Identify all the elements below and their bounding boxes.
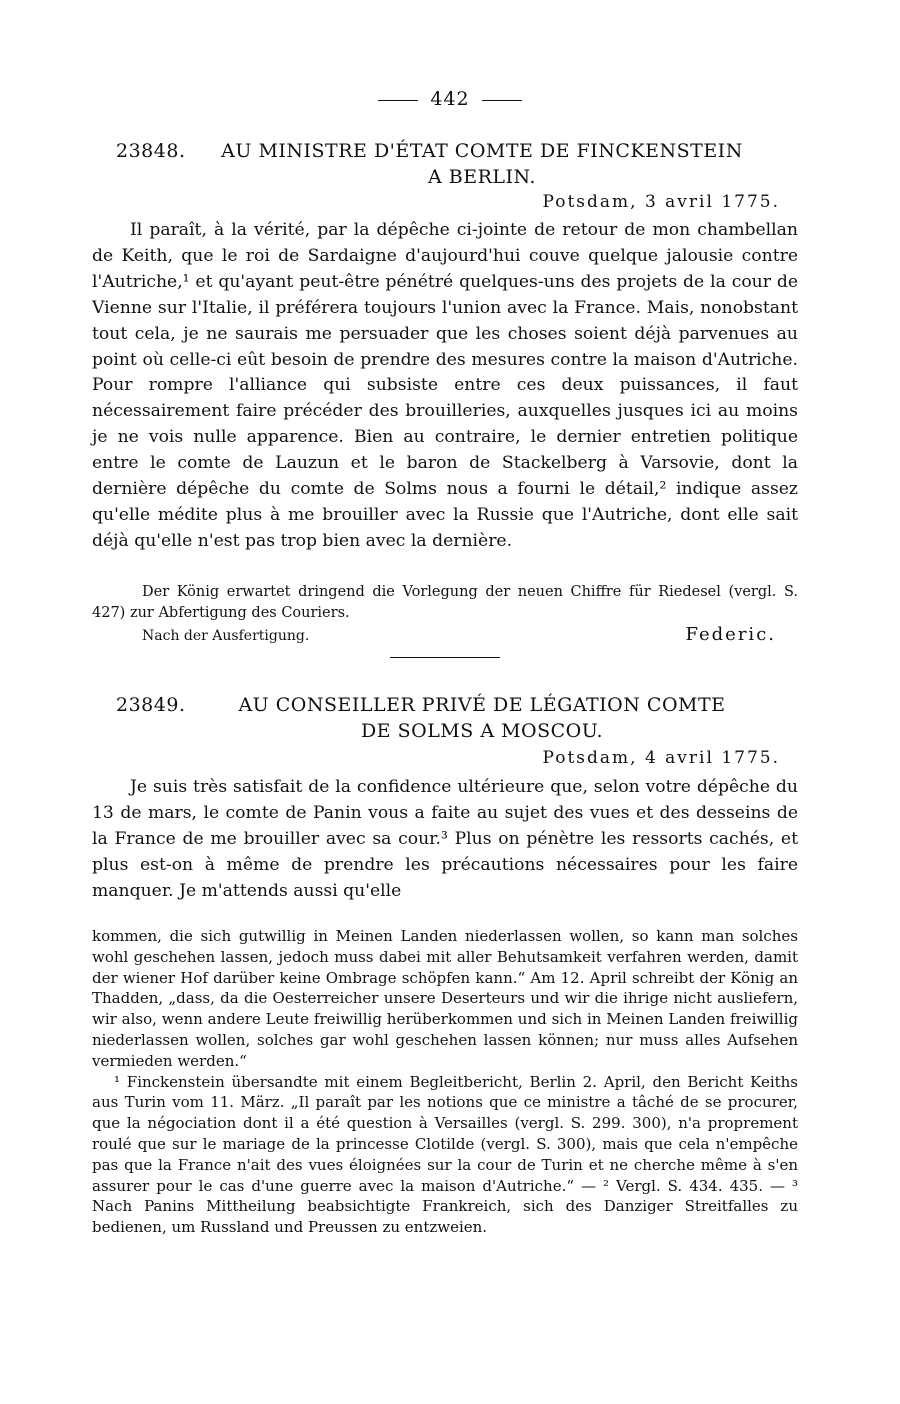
- letter-heading: [90, 692, 810, 744]
- letter-number: 23848.: [116, 140, 186, 162]
- section-separator: [390, 657, 500, 658]
- letter-title: AU MINISTRE D'ÉTAT COMTE DE FINCKENSTEIN: [221, 140, 743, 162]
- letter-body: [92, 775, 798, 905]
- editorial-note-text: Der König erwartet dringend die Vorlegung der neuen Chiffre für Riedesel (vergl. S. 427) zur Abfertigung des Couriers.: [92, 584, 798, 621]
- letter-title: AU CONSEILLER PRIVÉ DE LÉGATION COMTE: [238, 694, 726, 716]
- letter-body: [92, 218, 798, 555]
- letter-paragraph: Il paraît, à la vérité, par la dépêche ci-jointe de retour de mon chambellan de Keith, que le roi de Sardaigne d'aujourd'hui couve quelque jalousie contre l'Autriche,¹ et qu'ayant peut-être pénétré quelques-uns des projets de la cour de Vienne sur l'Italie, il préférera toujours l'union avec la France. Mais, nonobstant tout cela, je ne saurais me persuader que les choses soient déjà parvenues au point où celle-ci eût besoin de prendre des mesures contre la maison d'Autriche. Pour rompre l'alliance qui subsiste entre ces deux puissances, il faut nécessairement faire précéder des brouilleries, auxquelles jusques ici au moins je ne vois nulle apparence. Bien au contraire, le dernier entretien politique entre le comte de Lauzun et le baron de Stackelberg à Varsovie, dont la dernière dépêche du comte de Solms nous a fourni le détail,² indique assez qu'elle médite plus à me brouiller avec la Russie que l'Autriche, dont elle sait déjà qu'elle n'est pas trop bien avec la dernière.: [92, 220, 798, 551]
- footnote-list: ¹ Finckenstein übersandte mit einem Begleitbericht, Berlin 2. April, den Bericht Keiths aus Turin vom 11. März. „Il paraît par les notions que ce ministre a tâché de se procurer, que la négociation dont il a été question à Versailles (vergl. S. 299. 300), n'a proprement roulé que sur le mariage de la princesse Clotilde (vergl. S. 300), mais que cela n'empêche pas que la France n'ait des vues éloignées sur la cour de Turin et ne cherche même à s'en assurer pour le cas d'une guerre avec la maison d'Autriche.“ — ² Vergl. S. 434. 435. — ³ Nach Panins Mittheilung beabsichtigte Frankreich, sich des Danziger Streitfalles zu bedienen, um Russland und Preussen zu entzweien.: [92, 1072, 798, 1237]
- source-note: Nach der Ausfertigung.: [142, 628, 310, 644]
- letter-title-continued: DE SOLMS A MOSCOU.: [360, 720, 604, 742]
- letter-title-continued: A BERLIN.: [428, 166, 536, 188]
- letter-dateline: Potsdam, 3 avril 1775.: [542, 192, 780, 212]
- footnotes: [92, 926, 798, 1238]
- footnote-continuation: kommen, die sich gutwillig in Meinen Landen niederlassen wollen, so kann man solches wohl geschehen lassen, jedoch muss dabei mit aller Behutsamkeit verfahren werden, damit der wiener Hof darüber keine Ombrage schöpfen kann.“ Am 12. April schreibt der König an Thadden, „dass, da die Oesterreicher unsere Deserteurs und wir die ihrige nicht ausliefern, wir also, wenn andere Leute freiwillig herüberkommen und sich in Meinen Landen freiwillig niederlassen wollen, solches gar wohl geschehen lassen können; nur muss alles Aufsehen vermieden werden.“: [92, 927, 798, 1070]
- folio-rule-right: [482, 100, 522, 101]
- letter-dateline: Potsdam, 4 avril 1775.: [542, 748, 780, 768]
- editorial-note: [92, 582, 798, 623]
- signature: Federic.: [685, 624, 776, 645]
- letter-paragraph: Je suis très satisfait de la confidence ultérieure que, selon votre dépêche du 13 de mars, le comte de Panin vous a faite au sujet des vues et des desseins de la France de me brouiller avec sa cour.³ Plus on pénètre les ressorts cachés, et plus est-on à même de prendre les précautions nécessaires pour les faire manquer. Je m'attends aussi qu'elle: [92, 777, 798, 901]
- letter-heading: [90, 138, 810, 190]
- page-number: 442: [0, 88, 900, 110]
- folio-rule-left: [378, 100, 418, 101]
- letter-number: 23849.: [116, 694, 186, 716]
